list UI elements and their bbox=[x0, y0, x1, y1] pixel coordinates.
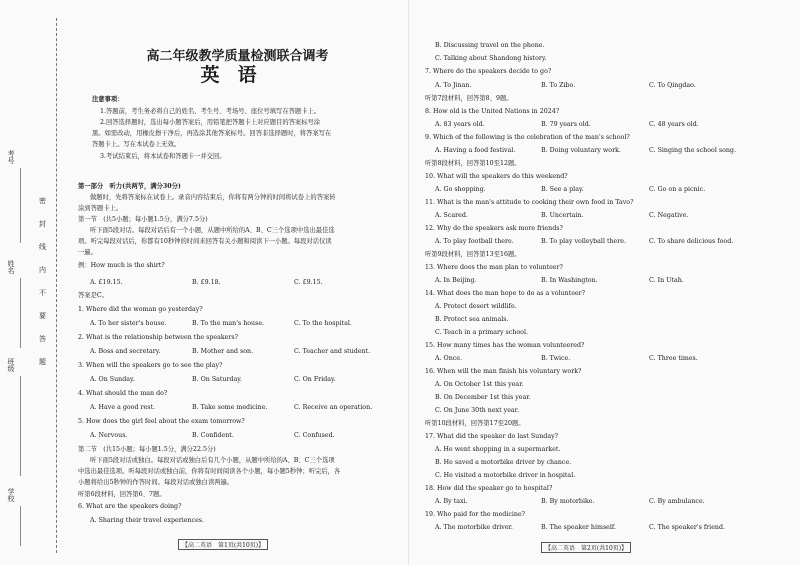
option-a: A. Have a good rest. bbox=[90, 404, 155, 411]
subject-title: 英语 bbox=[200, 64, 275, 86]
option-b: B. On December 1st this year. bbox=[435, 394, 531, 401]
question: 3. When will the speakers go to see the play? bbox=[78, 362, 223, 369]
question: 10. What will the speakers do this weekend? bbox=[425, 173, 568, 180]
seal-char: 答 bbox=[39, 335, 46, 343]
question: 17. What did the speaker do last Sunday? bbox=[425, 433, 559, 440]
seal-char: 封 bbox=[39, 220, 46, 228]
option-a: A. Protect desert wildlife. bbox=[435, 303, 517, 310]
option-a: A. Go shopping. bbox=[435, 186, 486, 193]
instruction-line: 项。听完每段对话后，你都有10秒钟的时间来回答有关小题和阅读下一小题。每段对话仅读 bbox=[78, 238, 332, 245]
question: 2. What is the relationship between the speakers? bbox=[78, 334, 239, 341]
question: 1. Where did the woman go yesterday? bbox=[78, 306, 203, 313]
seal-char: 线 bbox=[39, 243, 46, 251]
material-heading: 听第8段材料，回答第10至12题。 bbox=[425, 160, 521, 167]
option-a: A. To Jinan. bbox=[435, 82, 472, 89]
material-heading: 听第7段材料，回答第8、9题。 bbox=[425, 95, 513, 102]
instruction-line: 听下面5段对话。每段对话后有一个小题，从题中所给的A、B、C三个选项中选出最佳选 bbox=[90, 227, 335, 234]
page-1 bbox=[70, 0, 405, 565]
option-c: C. On Friday. bbox=[294, 376, 336, 383]
seal-char: 内 bbox=[39, 266, 46, 274]
option-a: A. The motorbike driver. bbox=[435, 524, 513, 531]
question: 4. What should the man do? bbox=[78, 390, 168, 397]
option-b: B. 79 years old. bbox=[541, 121, 591, 128]
option-c: C. £9.15. bbox=[294, 279, 323, 286]
instruction-line: 中选出最佳选项。听每段对话或独白前，你将有时间阅读各个小题，每小题5秒钟；听完后，各 bbox=[78, 468, 341, 475]
option-c: C. 48 years old. bbox=[649, 121, 699, 128]
page-fold bbox=[408, 0, 409, 565]
material-heading: 听第9段材料，回答第13至16题。 bbox=[425, 251, 521, 258]
label-class: 班级 bbox=[7, 358, 15, 372]
question: 11. What is the man's attitude to cooking their own food in Tavo? bbox=[425, 199, 634, 206]
notice-line: 2.回答选择题时，选出每小题答案后，用铅笔把答题卡上对应题目的答案标号涂 bbox=[100, 119, 321, 126]
option-c: C. To share delicious food. bbox=[649, 238, 734, 245]
option-c: C. To Qingdao. bbox=[649, 82, 696, 89]
fill-line bbox=[20, 506, 21, 546]
label-name: 姓名 bbox=[7, 260, 15, 274]
option-c: C. Confused. bbox=[294, 432, 335, 439]
option-b: B. Uncertain. bbox=[541, 212, 584, 219]
option-c: C. Teach in a primary school. bbox=[435, 329, 528, 336]
fill-line bbox=[20, 278, 21, 348]
option-a: A. £19.15. bbox=[90, 279, 123, 286]
question: 14. What does the man hope to do as a volunteer? bbox=[425, 290, 586, 297]
notice-heading: 注意事项： bbox=[92, 96, 124, 103]
option-a: A. Sharing their travel experiences. bbox=[90, 517, 205, 524]
option-b: B. Take some medicine. bbox=[192, 404, 268, 411]
question: 8. How old is the United Nations in 2024? bbox=[425, 108, 560, 115]
option-c: C. The speaker's friend. bbox=[649, 524, 726, 531]
option-a: A. To her sister's house. bbox=[90, 320, 167, 327]
question: 6. What are the speakers doing? bbox=[78, 503, 182, 510]
option-c: C. Negative. bbox=[649, 212, 689, 219]
option-b: B. Doing voluntary work. bbox=[541, 147, 621, 154]
option-b: B. By motorbike. bbox=[541, 498, 595, 505]
option-a: A. Once. bbox=[435, 355, 463, 362]
option-b: B. He saved a motorbike driver by chance. bbox=[435, 459, 572, 466]
option-a: A. 83 years old. bbox=[435, 121, 485, 128]
question: 18. How did the speaker go to hospital? bbox=[425, 485, 553, 492]
option-a: A. Boss and secretary. bbox=[90, 348, 161, 355]
option-a: A. By taxi. bbox=[435, 498, 468, 505]
option-c: C. On June 30th next year. bbox=[435, 407, 520, 414]
option-b: B. See a play. bbox=[541, 186, 584, 193]
option-c: C. Receive an operation. bbox=[294, 404, 373, 411]
material-heading: 听第10段材料，回答第17至20题。 bbox=[425, 420, 525, 427]
notice-line: 黑。如需改动，用橡皮擦干净后，再选涂其他答案标号。回答非选择题时，将答案写在 bbox=[92, 130, 332, 137]
option-b: B. To the man's house. bbox=[192, 320, 265, 327]
part-heading: 第一部分 听力(共两节，满分30分) bbox=[78, 183, 181, 190]
page-footer: 【高二英语 第1页(共10页)】 bbox=[178, 539, 268, 550]
exam-title: 高二年级教学质量检测联合调考 bbox=[146, 49, 329, 64]
question: 9. Which of the following is the celebration of the man's school? bbox=[425, 134, 630, 141]
option-b: B. Discussing travel on the phone. bbox=[435, 42, 545, 49]
option-a: A. On Sunday. bbox=[90, 376, 135, 383]
label-school: 学校 bbox=[7, 488, 15, 502]
option-c: C. In Utah. bbox=[649, 277, 684, 284]
instruction-line: 一遍。 bbox=[78, 249, 97, 256]
instruction-line: 小题将给出5秒钟的作答时间。每段对话或独白读两遍。 bbox=[78, 479, 234, 486]
option-b: B. To Zibo. bbox=[541, 82, 576, 89]
seal-char: 密 bbox=[39, 197, 46, 205]
question: 12. Why do the speakers ask more friends? bbox=[425, 225, 563, 232]
option-b: B. Protect sea animals. bbox=[435, 316, 509, 323]
question: 5. How does the girl feel about the exam tomorrow? bbox=[78, 418, 245, 425]
option-a: A. On October 1st this year. bbox=[435, 381, 524, 388]
option-b: B. On Saturday. bbox=[192, 376, 243, 383]
question: 13. Where does the man plan to volunteer? bbox=[425, 264, 563, 271]
notice-line: 3.考试结束后，将本试卷和答题卡一并交回。 bbox=[100, 153, 226, 160]
question: 16. When will the man finish his voluntary work? bbox=[425, 368, 582, 375]
option-c: C. To the hospital. bbox=[294, 320, 352, 327]
option-b: B. To play volleyball there. bbox=[541, 238, 627, 245]
notice-line: 答题卡上。写在本试卷上无效。 bbox=[92, 141, 181, 148]
option-b: B. Confident. bbox=[192, 432, 234, 439]
question: 15. How many times has the woman volunteered? bbox=[425, 342, 585, 349]
option-b: B. £9.18. bbox=[192, 279, 221, 286]
option-c: C. He visited a motorbike driver in hospital. bbox=[435, 472, 576, 479]
option-c: C. Singing the school song. bbox=[649, 147, 736, 154]
option-b: B. Twice. bbox=[541, 355, 571, 362]
page-2 bbox=[423, 0, 791, 565]
question: 7. Where do the speakers decide to go? bbox=[425, 68, 552, 75]
option-c: C. Teacher and student. bbox=[294, 348, 371, 355]
fill-line bbox=[20, 168, 21, 243]
binding-margin bbox=[2, 18, 68, 553]
option-b: B. The speaker himself. bbox=[541, 524, 617, 531]
option-c: C. Go on a picnic. bbox=[649, 186, 706, 193]
option-b: B. In Washington. bbox=[541, 277, 598, 284]
example-question: 例：How much is the shirt? bbox=[78, 262, 165, 269]
section-heading: 第二节 (共15小题；每小题1.5分，满分22.5分) bbox=[78, 446, 216, 453]
instruction-line: 做题时，先将答案标在试卷上。录音内容结束后，你将有两分钟的时间将试卷上的答案转 bbox=[90, 194, 336, 201]
option-a: A. Nervous. bbox=[90, 432, 128, 439]
section-heading: 第一节 (共5小题；每小题1.5分，满分7.5分) bbox=[78, 216, 208, 223]
option-c: C. Three times. bbox=[649, 355, 698, 362]
option-b: B. Mother and son. bbox=[192, 348, 254, 355]
fill-line bbox=[20, 376, 21, 476]
seal-line bbox=[56, 18, 57, 553]
option-c: C. Talking about Shandong history. bbox=[435, 55, 547, 62]
question: 19. Who paid for the medicine? bbox=[425, 511, 526, 518]
seal-char: 要 bbox=[39, 312, 46, 320]
label-exam-number: 考号 bbox=[7, 150, 15, 164]
seal-char: 题 bbox=[39, 358, 46, 366]
page-footer: 【高二英语 第2页(共10页)】 bbox=[541, 542, 631, 553]
option-c: C. By ambulance. bbox=[649, 498, 705, 505]
material-heading: 听第6段材料，回答第6、7题。 bbox=[78, 491, 166, 498]
option-a: A. Scared. bbox=[435, 212, 468, 219]
option-a: A. In Beijing. bbox=[435, 277, 477, 284]
example-answer: 答案是C。 bbox=[78, 292, 109, 299]
notice-line: 1.答题前，考生务必将自己的姓名、考生号、考场号、座位号填写在答题卡上。 bbox=[100, 108, 321, 115]
seal-char: 不 bbox=[39, 289, 46, 297]
option-a: A. Having a food festival. bbox=[435, 147, 516, 154]
instruction-line: 听下面5段对话或独白。每段对话或独白后有几个小题，从题中所给的A、B、C三个选项 bbox=[90, 457, 335, 464]
option-a: A. He went shopping in a supermarket. bbox=[435, 446, 561, 453]
option-a: A. To play football there. bbox=[435, 238, 514, 245]
instruction-line: 涂到答题卡上。 bbox=[78, 205, 123, 212]
